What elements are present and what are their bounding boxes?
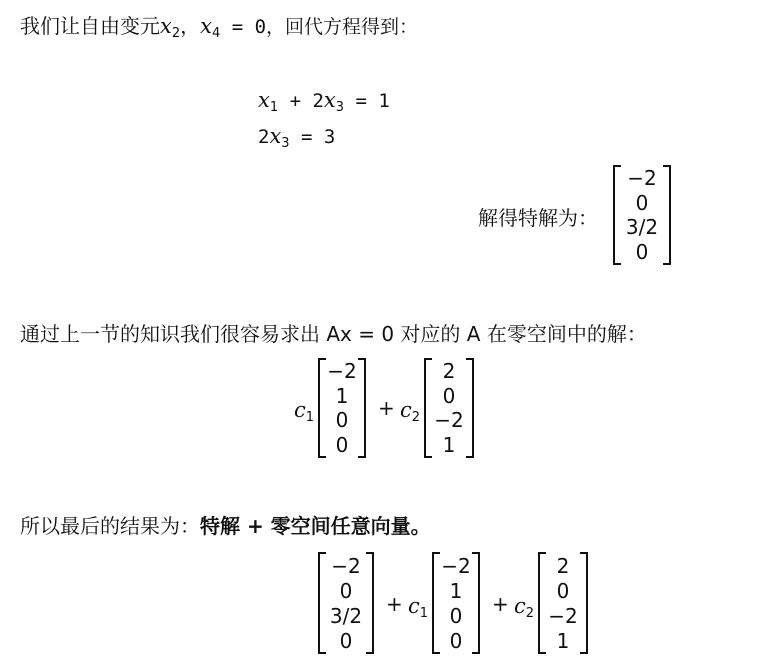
- intro-paragraph: [20, 10, 418, 41]
- matrix-entry: 1: [335, 383, 349, 408]
- matrix-entry: −2: [441, 553, 471, 578]
- matrix-entry: 3/2: [625, 215, 659, 240]
- matrix-entry: 1: [556, 628, 570, 653]
- matrix-entry: 3/2: [329, 603, 363, 628]
- result-text-bold: 特解 + 零空间任意向量。: [200, 514, 431, 538]
- matrix-entry: 0: [635, 239, 649, 264]
- plus-sign-1: +: [386, 592, 403, 616]
- general-vector-2: [538, 552, 588, 654]
- matrix-entry: 2: [442, 359, 456, 384]
- nullspace-vector-2: [424, 358, 474, 458]
- var-x1: $x_1$: [258, 88, 279, 115]
- var-x3: $x_3$: [269, 124, 290, 151]
- matrix-entry: 0: [635, 190, 649, 215]
- matrix-entry: 0: [442, 383, 456, 408]
- general-particular-vector: [318, 552, 374, 654]
- separator: ，: [180, 14, 201, 38]
- var-x3: $x_3$: [323, 88, 345, 115]
- matrix-entry: −2: [548, 603, 578, 628]
- coef-c2: $c_2$: [514, 594, 535, 621]
- matrix-entry: −2: [434, 408, 464, 433]
- coef-c1: $c_1$: [294, 398, 315, 425]
- equation-2: $2x_3 = 3$: [258, 124, 336, 151]
- particular-label: 解得特解为：: [478, 206, 598, 230]
- var-x2: $x_2$: [160, 14, 181, 41]
- var-x4: $x_4$: [200, 14, 221, 41]
- matrix-entry: −2: [627, 166, 657, 191]
- particular-vector: [613, 165, 671, 265]
- nullspace-vector-1: [318, 358, 366, 458]
- coef-c1: $c_1$: [408, 594, 429, 621]
- matrix-entry: −2: [327, 359, 357, 384]
- matrix-entry: 0: [556, 578, 570, 603]
- nullspace-paragraph: 通过上一节的知识我们很容易求出 Ax = 0 对应的 A 在零空间中的解：: [20, 322, 647, 346]
- plus-sign-2: +: [492, 592, 509, 616]
- matrix-entry: 2: [556, 553, 570, 578]
- matrix-entry: 0: [449, 628, 463, 653]
- result-text: 所以最后的结果为：: [20, 514, 200, 538]
- general-vector-1: [432, 552, 480, 654]
- matrix-entry: 0: [335, 432, 349, 457]
- matrix-entry: −2: [331, 553, 361, 578]
- coef-c2: $c_2$: [400, 398, 421, 425]
- plus-sign: +: [378, 396, 395, 420]
- matrix-entry: 0: [449, 603, 463, 628]
- equation-1: $x_1 + 2x_3 = 1$: [258, 88, 390, 115]
- intro-text: 我们让自由变元: [20, 14, 160, 38]
- matrix-entry: 1: [449, 578, 463, 603]
- result-paragraph: [20, 510, 431, 539]
- intro-text-tail: = 0，回代方程得到：: [220, 16, 419, 38]
- matrix-entry: 1: [442, 432, 456, 457]
- matrix-entry: 0: [335, 408, 349, 433]
- matrix-entry: 0: [339, 628, 353, 653]
- matrix-entry: 0: [339, 578, 353, 603]
